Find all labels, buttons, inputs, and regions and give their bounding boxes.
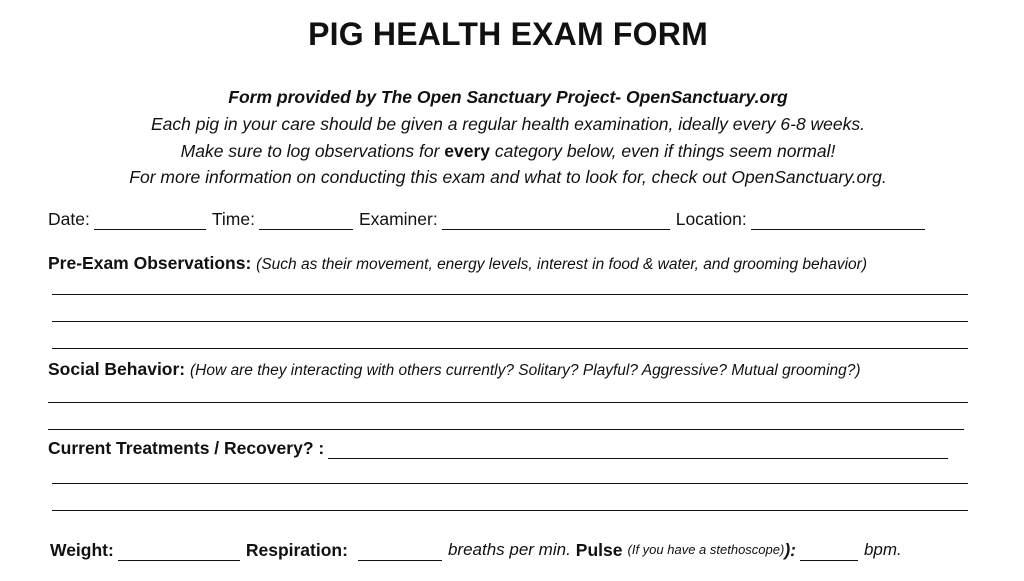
treatments-field[interactable]	[328, 440, 948, 459]
intro-line-1: Each pig in your care should be given a regular health examination, ideally every 6-8 weeks.	[150, 114, 866, 134]
intro-line-3: For more information on conducting this exam and what to look for, check out OpenSanctuary.org.	[129, 167, 887, 187]
pre-exam-line-3[interactable]	[52, 348, 968, 349]
examiner-label: Examiner:	[358, 209, 438, 229]
social-hint: (How are they interacting with others currently? Solitary? Playful? Aggressive? Mutual grooming?)	[190, 362, 861, 379]
treatments-label: Current Treatments / Recovery? :	[48, 438, 325, 458]
pulse-hint: (If you have a stethoscope)	[627, 542, 785, 557]
location-field[interactable]	[751, 211, 925, 230]
pulse-colon: ):	[784, 540, 796, 560]
pre-exam-line-2[interactable]	[52, 321, 968, 322]
intro-line-2-post: category below, even if things seem normal!	[490, 141, 836, 161]
time-field[interactable]	[259, 211, 353, 230]
vitals-row	[50, 539, 902, 561]
provider-line: Form provided by The Open Sanctuary Project- OpenSanctuary.org	[228, 87, 788, 107]
pulse-label: Pulse	[575, 540, 623, 560]
weight-field[interactable]	[118, 542, 240, 561]
header-fields-row	[48, 208, 931, 230]
time-label: Time:	[211, 209, 255, 229]
social-heading	[48, 358, 861, 382]
respiration-field[interactable]	[358, 542, 442, 561]
respiration-unit: breaths per min.	[447, 540, 571, 559]
pre-exam-heading	[48, 252, 867, 276]
date-label: Date:	[48, 209, 90, 229]
respiration-label: Respiration:	[245, 540, 348, 560]
intro-line-2-emphasis: every	[444, 141, 491, 161]
pulse-unit: bpm.	[863, 540, 902, 559]
social-label: Social Behavior:	[48, 359, 186, 379]
social-line-2[interactable]	[48, 429, 964, 430]
weight-label: Weight:	[50, 540, 114, 560]
form-title: PIG HEALTH EXAM FORM	[308, 16, 708, 52]
pre-exam-label: Pre-Exam Observations:	[48, 253, 252, 273]
pulse-field[interactable]	[800, 542, 858, 561]
pre-exam-line-1[interactable]	[52, 294, 968, 295]
examiner-field[interactable]	[442, 211, 670, 230]
treatments-line-1[interactable]	[52, 483, 968, 484]
pre-exam-hint: (Such as their movement, energy levels, interest in food & water, and grooming behavior)	[256, 256, 867, 273]
date-field[interactable]	[94, 211, 206, 230]
intro-line-2	[0, 140, 1016, 162]
intro-line-2-pre: Make sure to log observations for	[180, 141, 445, 161]
treatments-line-2[interactable]	[52, 510, 968, 511]
social-line-1[interactable]	[48, 402, 968, 403]
location-label: Location:	[675, 209, 747, 229]
treatments-row	[48, 437, 954, 459]
